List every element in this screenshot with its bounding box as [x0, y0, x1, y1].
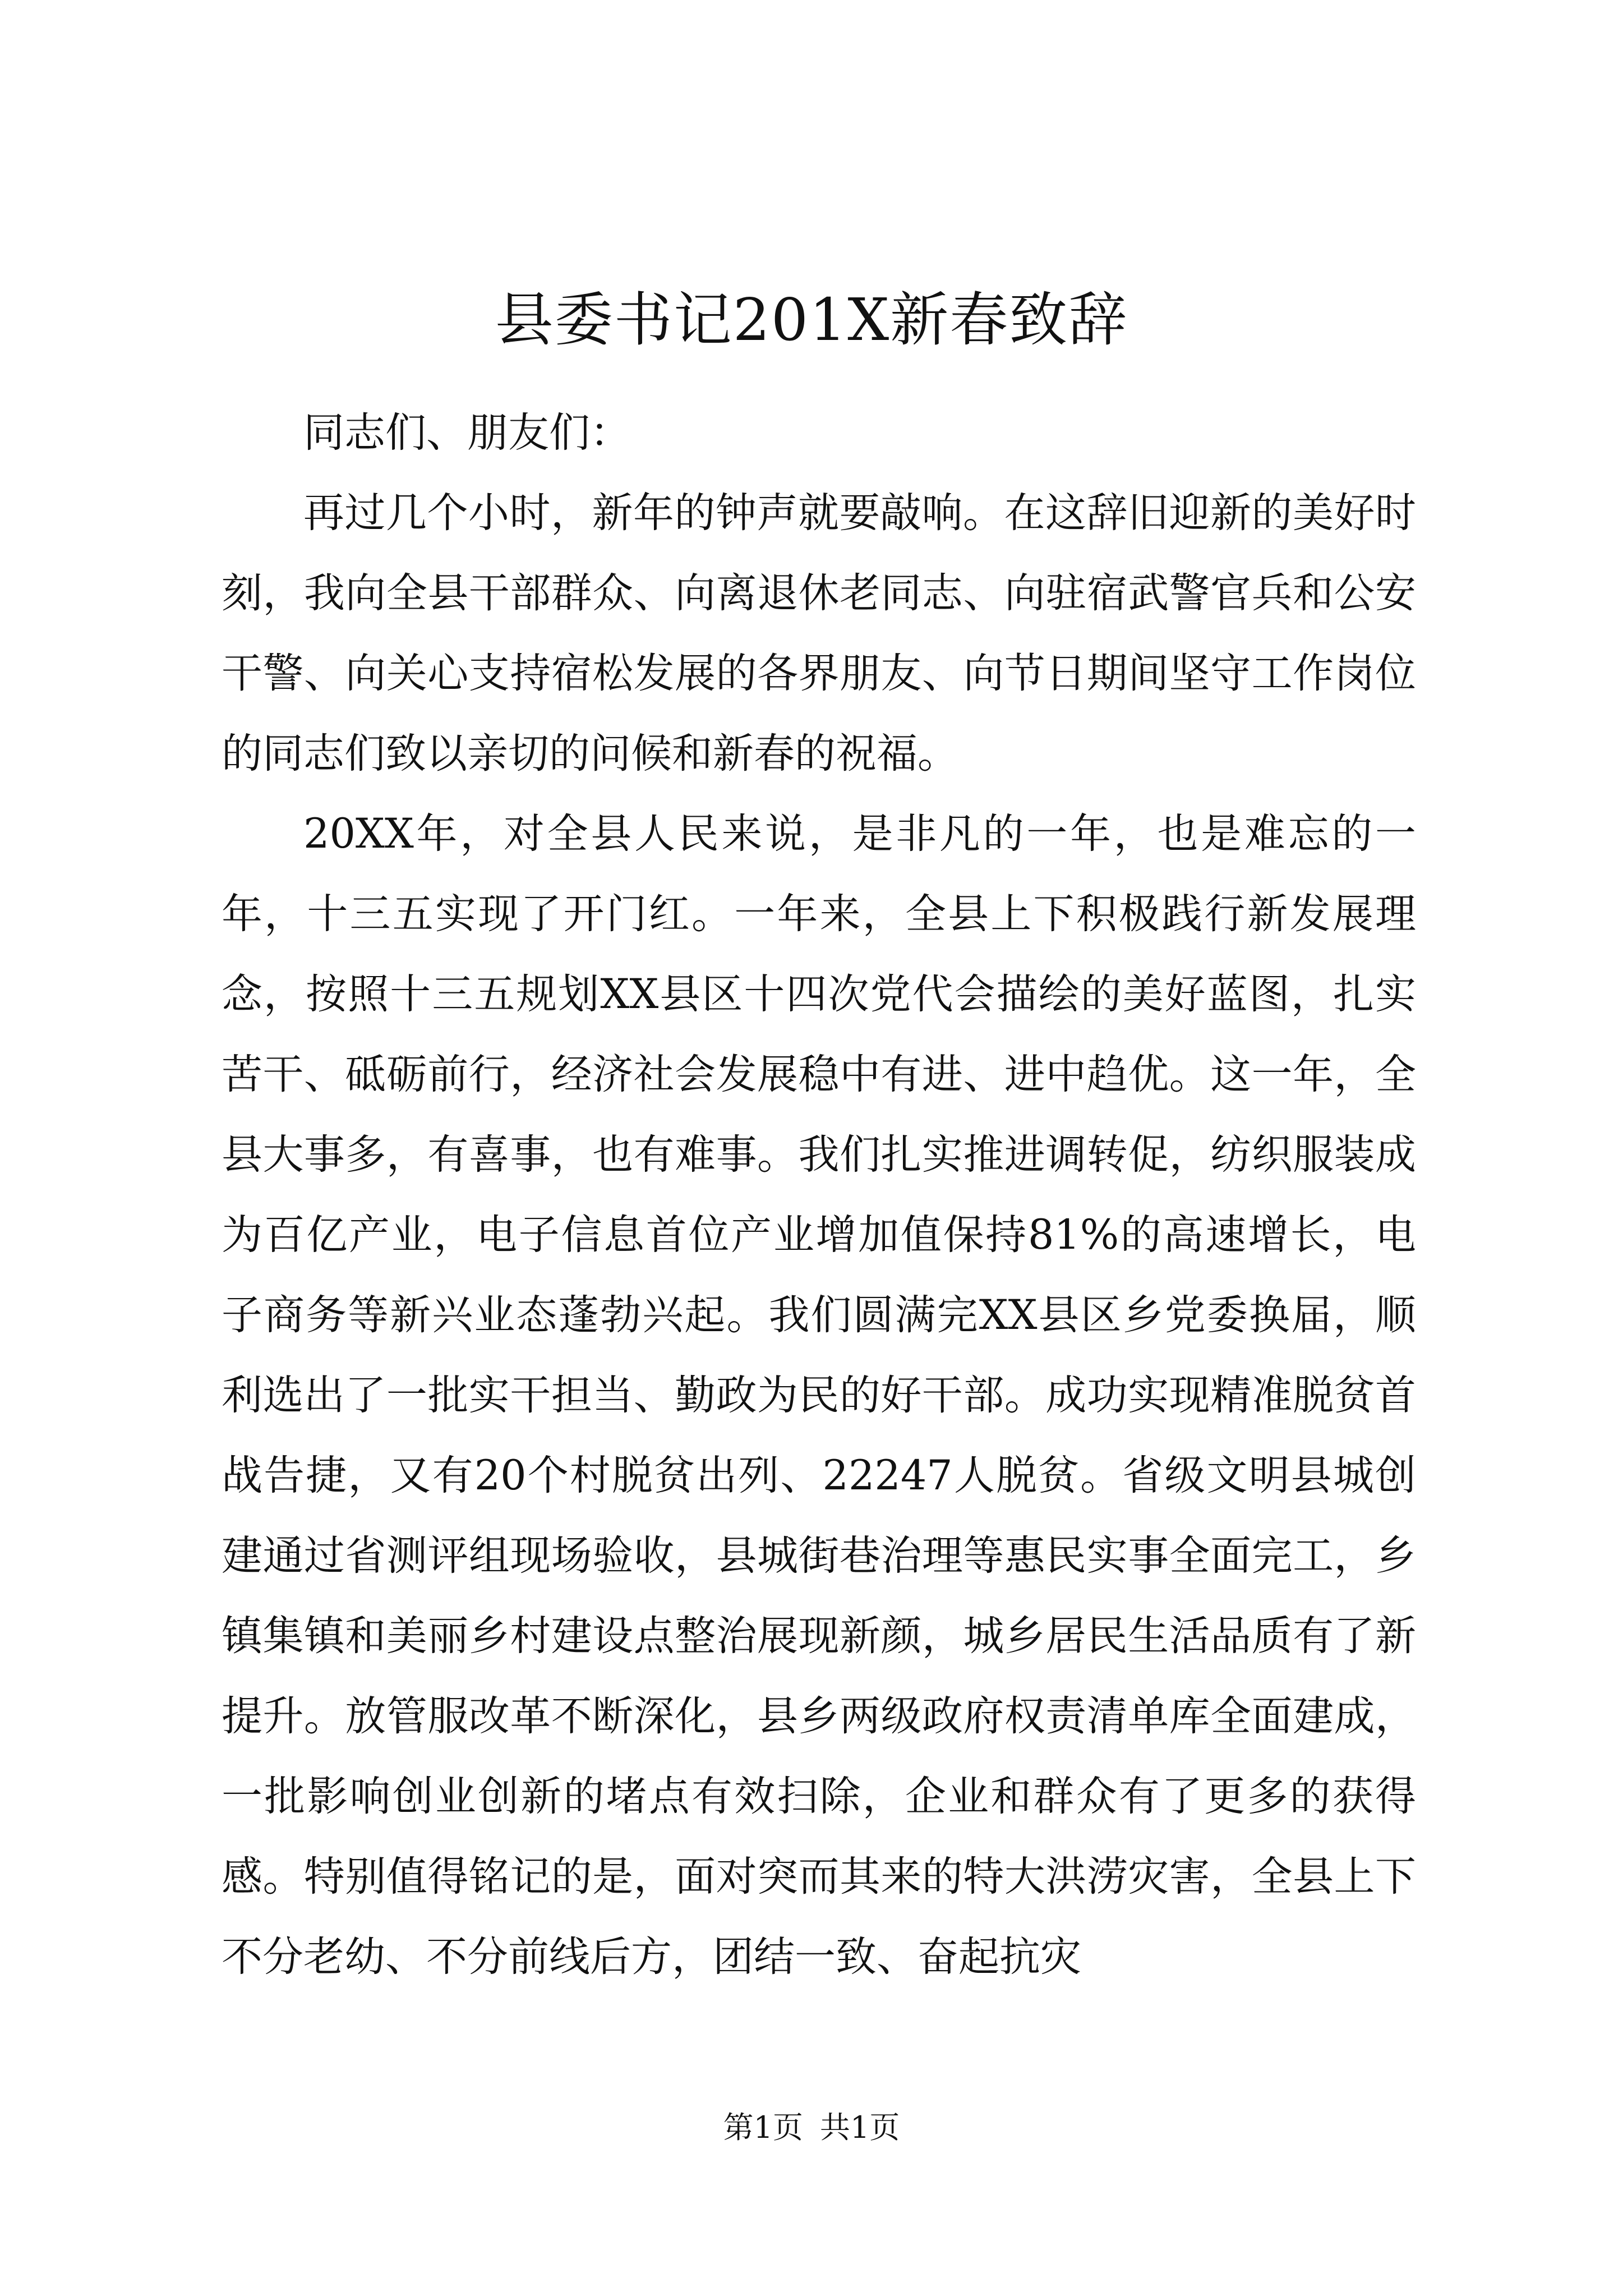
salutation-paragraph: 同志们、朋友们： — [303, 409, 631, 457]
review-paragraph: 20XX年，对全县人民来说，是非凡的一年，也是难忘的一年，十三五实现了开门红。一年来，全县上下积极践行新发展理念，按照十三五规划XX县区十四次党代会描绘的美好蓝图，扎实苦干、砥砺前行，经济社会发展稳中有进、进中趋优。这一年，全县大事多，有喜事，也有难事。我们扎实推进调转促，纺织服装成为百亿产业，电子信息首位产业增加值保持81%的高速增长，电子商务等新兴业态蓬勃兴起。我们圆满完XX县区乡党委换届，顺利选出了一批实干担当、勤政为民的好干部。成功实现精准脱贫首战告捷，又有20个村脱贫出列、22247人脱贫。省级文明县城创建通过省测评组现场验收，县城街巷治理等惠民实事全面完工，乡镇集镇和美丽乡村建设点整治展现新颜，城乡居民生活品质有了新提升。放管服改革不断深化，县乡两级政府权责清单库全面建成，一批影响创业创新的堵点有效扫除，企业和群众有了更多的获得感。特别值得铭记的是，面对突而其来的特大洪涝灾害，全县上下不分老幼、不分前线后方，团结一致、奋起抗灾 — [222, 810, 1416, 1981]
greeting-paragraph: 再过几个小时，新年的钟声就要敲响。在这辞旧迎新的美好时刻，我向全县干部群众、向离退休老同志、向驻宿武警官兵和公安干警、向关心支持宿松发展的各界朋友、向节日期间坚守工作岗位的同志们致以亲切的问候和新春的祝福。 — [222, 489, 1416, 777]
page-footer — [0, 2108, 1623, 2147]
page-number-current: 第1页 — [723, 2110, 803, 2145]
document-title: 县委书记201X新春致辞 — [495, 286, 1128, 354]
page-number-total: 共1页 — [820, 2110, 900, 2145]
document-body — [222, 393, 1416, 1997]
